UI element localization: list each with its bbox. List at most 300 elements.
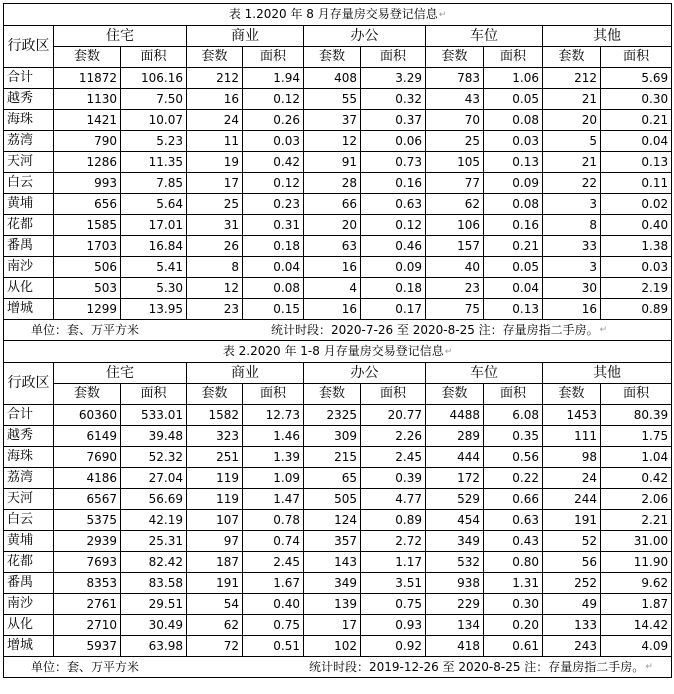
total-row xyxy=(4,67,672,88)
sub-header-count: 套数 xyxy=(54,46,121,67)
area-cell: 2.19 xyxy=(601,277,672,298)
paragraph-mark-icon: ↵ xyxy=(444,346,453,357)
district-row xyxy=(4,172,672,193)
district-name-cell: 花都 xyxy=(4,551,54,572)
area-cell: 10.07 xyxy=(121,109,187,130)
area-cell: 5.69 xyxy=(601,67,672,88)
count-cell: 1421 xyxy=(54,109,121,130)
count-cell: 16 xyxy=(304,256,361,277)
area-cell: 0.73 xyxy=(361,151,426,172)
district-row xyxy=(4,214,672,235)
count-cell: 8 xyxy=(187,256,243,277)
count-cell: 3 xyxy=(543,256,601,277)
sub-header-area: 面积 xyxy=(601,383,672,404)
district-name-cell: 荔湾 xyxy=(4,130,54,151)
paragraph-mark-icon: ↵ xyxy=(645,662,653,672)
area-cell: 4.09 xyxy=(601,635,672,656)
area-cell: 0.39 xyxy=(361,467,426,488)
count-cell: 244 xyxy=(543,488,601,509)
count-cell: 19 xyxy=(187,151,243,172)
area-cell: 4.77 xyxy=(361,488,426,509)
sub-header-count: 套数 xyxy=(426,383,484,404)
count-cell: 11 xyxy=(187,130,243,151)
count-cell: 66 xyxy=(304,193,361,214)
district-name-cell: 番禺 xyxy=(4,235,54,256)
area-cell: 5.41 xyxy=(121,256,187,277)
area-cell: 14.42 xyxy=(601,614,672,635)
count-cell: 24 xyxy=(187,109,243,130)
district-name-cell: 番禺 xyxy=(4,572,54,593)
paragraph-mark-icon: ↵ xyxy=(599,325,608,335)
count-cell: 63 xyxy=(304,235,361,256)
category-header-residential: 住宅 xyxy=(54,362,187,383)
district-name-cell: 增城 xyxy=(4,298,54,319)
count-cell: 2939 xyxy=(54,530,121,551)
district-name-cell: 天河 xyxy=(4,151,54,172)
area-cell: 0.89 xyxy=(361,509,426,530)
count-cell: 6149 xyxy=(54,425,121,446)
count-cell: 133 xyxy=(543,614,601,635)
area-cell: 13.95 xyxy=(121,298,187,319)
count-cell: 5 xyxy=(543,130,601,151)
count-cell: 529 xyxy=(426,488,484,509)
area-cell: 0.03 xyxy=(484,130,543,151)
sub-header-count: 套数 xyxy=(54,383,121,404)
district-column-header: 行政区 xyxy=(4,25,54,67)
count-cell: 349 xyxy=(426,530,484,551)
district-name-cell: 花都 xyxy=(4,214,54,235)
count-cell: 21 xyxy=(543,88,601,109)
area-cell: 12.73 xyxy=(243,404,304,425)
count-cell: 17 xyxy=(187,172,243,193)
area-cell: 0.18 xyxy=(361,277,426,298)
area-cell: 0.21 xyxy=(484,235,543,256)
table-1-unit: 单位：套、万平方米 xyxy=(31,322,140,337)
area-cell: 63.98 xyxy=(121,635,187,656)
sub-header-area: 面积 xyxy=(361,46,426,67)
area-cell: 31.00 xyxy=(601,530,672,551)
count-cell: 191 xyxy=(543,509,601,530)
count-cell: 28 xyxy=(304,172,361,193)
count-cell: 30 xyxy=(543,277,601,298)
district-name-cell: 黄埔 xyxy=(4,193,54,214)
district-row xyxy=(4,635,672,656)
district-name-cell: 荔湾 xyxy=(4,467,54,488)
category-header-commercial: 商业 xyxy=(187,362,304,383)
area-cell: 0.18 xyxy=(243,235,304,256)
area-cell: 0.30 xyxy=(484,593,543,614)
count-cell: 1582 xyxy=(187,404,243,425)
sub-header-area: 面积 xyxy=(243,383,304,404)
area-cell: 0.02 xyxy=(601,193,672,214)
area-cell: 0.75 xyxy=(243,614,304,635)
registration-tables xyxy=(3,3,672,678)
count-cell: 62 xyxy=(187,614,243,635)
area-cell: 0.75 xyxy=(361,593,426,614)
district-name-cell: 白云 xyxy=(4,509,54,530)
area-cell: 0.03 xyxy=(243,130,304,151)
area-cell: 11.90 xyxy=(601,551,672,572)
sub-header-area: 面积 xyxy=(601,46,672,67)
count-cell: 23 xyxy=(187,298,243,319)
area-cell: 0.43 xyxy=(484,530,543,551)
count-cell: 107 xyxy=(187,509,243,530)
count-cell: 55 xyxy=(304,88,361,109)
area-cell: 0.05 xyxy=(484,256,543,277)
area-cell: 1.04 xyxy=(601,446,672,467)
count-cell: 212 xyxy=(187,67,243,88)
count-cell: 12 xyxy=(187,277,243,298)
count-cell: 1299 xyxy=(54,298,121,319)
district-row xyxy=(4,509,672,530)
count-cell: 4186 xyxy=(54,467,121,488)
count-cell: 1703 xyxy=(54,235,121,256)
count-cell: 408 xyxy=(304,67,361,88)
area-cell: 30.49 xyxy=(121,614,187,635)
area-cell: 5.64 xyxy=(121,193,187,214)
count-cell: 1130 xyxy=(54,88,121,109)
area-cell: 0.13 xyxy=(601,151,672,172)
count-cell: 56 xyxy=(543,551,601,572)
area-cell: 82.42 xyxy=(121,551,187,572)
count-cell: 22 xyxy=(543,172,601,193)
count-cell: 8 xyxy=(543,214,601,235)
count-cell: 12 xyxy=(304,130,361,151)
area-cell: 29.51 xyxy=(121,593,187,614)
table-1-title: 表 1.2020 年 8 月存量房交易登记信息 xyxy=(228,7,438,21)
category-header-commercial: 商业 xyxy=(187,25,304,46)
count-cell: 65 xyxy=(304,467,361,488)
count-cell: 656 xyxy=(54,193,121,214)
count-cell: 49 xyxy=(543,593,601,614)
count-cell: 124 xyxy=(304,509,361,530)
area-cell: 0.21 xyxy=(601,109,672,130)
count-cell: 251 xyxy=(187,446,243,467)
area-cell: 0.40 xyxy=(243,593,304,614)
district-row xyxy=(4,425,672,446)
district-name-cell: 白云 xyxy=(4,172,54,193)
district-row xyxy=(4,551,672,572)
district-name-cell: 南沙 xyxy=(4,593,54,614)
area-cell: 0.08 xyxy=(484,193,543,214)
sub-header-count: 套数 xyxy=(187,383,243,404)
count-cell: 40 xyxy=(426,256,484,277)
area-cell: 0.42 xyxy=(243,151,304,172)
count-cell: 102 xyxy=(304,635,361,656)
sub-header-count: 套数 xyxy=(304,46,361,67)
area-cell: 2.06 xyxy=(601,488,672,509)
count-cell: 62 xyxy=(426,193,484,214)
count-cell: 5375 xyxy=(54,509,121,530)
count-cell: 7693 xyxy=(54,551,121,572)
area-cell: 0.80 xyxy=(484,551,543,572)
count-cell: 191 xyxy=(187,572,243,593)
area-cell: 39.48 xyxy=(121,425,187,446)
count-cell: 25 xyxy=(187,193,243,214)
count-cell: 33 xyxy=(543,235,601,256)
count-cell: 1585 xyxy=(54,214,121,235)
count-cell: 77 xyxy=(426,172,484,193)
count-cell: 70 xyxy=(426,109,484,130)
district-name-cell: 从化 xyxy=(4,614,54,635)
area-cell: 0.13 xyxy=(484,298,543,319)
table-1 xyxy=(4,4,672,341)
sub-header-area: 面积 xyxy=(484,383,543,404)
area-cell: 1.46 xyxy=(243,425,304,446)
area-cell: 0.12 xyxy=(361,214,426,235)
area-cell: 2.26 xyxy=(361,425,426,446)
district-row xyxy=(4,151,672,172)
district-name-cell: 合计 xyxy=(4,67,54,88)
count-cell: 532 xyxy=(426,551,484,572)
count-cell: 252 xyxy=(543,572,601,593)
district-row xyxy=(4,446,672,467)
area-cell: 2.21 xyxy=(601,509,672,530)
sub-header-count: 套数 xyxy=(543,46,601,67)
category-header-office: 办公 xyxy=(304,362,426,383)
category-header-parking: 车位 xyxy=(426,362,543,383)
district-row xyxy=(4,467,672,488)
count-cell: 5937 xyxy=(54,635,121,656)
count-cell: 16 xyxy=(543,298,601,319)
area-cell: 0.93 xyxy=(361,614,426,635)
count-cell: 229 xyxy=(426,593,484,614)
area-cell: 0.04 xyxy=(243,256,304,277)
count-cell: 16 xyxy=(187,88,243,109)
area-cell: 3.29 xyxy=(361,67,426,88)
area-cell: 2.45 xyxy=(243,551,304,572)
area-cell: 42.19 xyxy=(121,509,187,530)
district-name-cell: 海珠 xyxy=(4,109,54,130)
count-cell: 31 xyxy=(187,214,243,235)
area-cell: 0.78 xyxy=(243,509,304,530)
sub-header-area: 面积 xyxy=(243,46,304,67)
area-cell: 0.08 xyxy=(243,277,304,298)
area-cell: 0.56 xyxy=(484,446,543,467)
table-2-unit: 单位：套、万平方米 xyxy=(31,659,140,674)
count-cell: 454 xyxy=(426,509,484,530)
area-cell: 1.67 xyxy=(243,572,304,593)
total-row xyxy=(4,404,672,425)
area-cell: 0.26 xyxy=(243,109,304,130)
area-cell: 0.04 xyxy=(484,277,543,298)
sub-header-count: 套数 xyxy=(426,46,484,67)
area-cell: 0.66 xyxy=(484,488,543,509)
sub-header-area: 面积 xyxy=(121,383,187,404)
area-cell: 0.89 xyxy=(601,298,672,319)
district-row xyxy=(4,572,672,593)
district-row xyxy=(4,530,672,551)
district-name-cell: 合计 xyxy=(4,404,54,425)
area-cell: 0.74 xyxy=(243,530,304,551)
sub-header-count: 套数 xyxy=(187,46,243,67)
sub-header-area: 面积 xyxy=(361,383,426,404)
category-header-parking: 车位 xyxy=(426,25,543,46)
area-cell: 0.51 xyxy=(243,635,304,656)
count-cell: 23 xyxy=(426,277,484,298)
count-cell: 54 xyxy=(187,593,243,614)
area-cell: 0.20 xyxy=(484,614,543,635)
count-cell: 134 xyxy=(426,614,484,635)
count-cell: 11872 xyxy=(54,67,121,88)
table-1-footer xyxy=(4,319,672,341)
count-cell: 783 xyxy=(426,67,484,88)
count-cell: 72 xyxy=(187,635,243,656)
district-row xyxy=(4,256,672,277)
district-row xyxy=(4,298,672,319)
count-cell: 243 xyxy=(543,635,601,656)
count-cell: 506 xyxy=(54,256,121,277)
area-cell: 0.15 xyxy=(243,298,304,319)
count-cell: 52 xyxy=(543,530,601,551)
area-cell: 20.77 xyxy=(361,404,426,425)
count-cell: 75 xyxy=(426,298,484,319)
area-cell: 0.09 xyxy=(361,256,426,277)
area-cell: 0.42 xyxy=(601,467,672,488)
area-cell: 106.16 xyxy=(121,67,187,88)
count-cell: 21 xyxy=(543,151,601,172)
area-cell: 6.08 xyxy=(484,404,543,425)
area-cell: 0.92 xyxy=(361,635,426,656)
table-2 xyxy=(4,341,672,678)
district-name-cell: 从化 xyxy=(4,277,54,298)
count-cell: 289 xyxy=(426,425,484,446)
count-cell: 24 xyxy=(543,467,601,488)
area-cell: 0.61 xyxy=(484,635,543,656)
count-cell: 418 xyxy=(426,635,484,656)
area-cell: 1.09 xyxy=(243,467,304,488)
count-cell: 938 xyxy=(426,572,484,593)
count-cell: 16 xyxy=(304,298,361,319)
area-cell: 533.01 xyxy=(121,404,187,425)
count-cell: 2325 xyxy=(304,404,361,425)
area-cell: 16.84 xyxy=(121,235,187,256)
count-cell: 503 xyxy=(54,277,121,298)
area-cell: 0.08 xyxy=(484,109,543,130)
area-cell: 80.39 xyxy=(601,404,672,425)
count-cell: 7690 xyxy=(54,446,121,467)
category-header-other: 其他 xyxy=(543,25,672,46)
count-cell: 323 xyxy=(187,425,243,446)
district-name-cell: 黄埔 xyxy=(4,530,54,551)
district-name-cell: 南沙 xyxy=(4,256,54,277)
count-cell: 187 xyxy=(187,551,243,572)
district-row xyxy=(4,88,672,109)
count-cell: 98 xyxy=(543,446,601,467)
district-row xyxy=(4,593,672,614)
count-cell: 4 xyxy=(304,277,361,298)
area-cell: 1.75 xyxy=(601,425,672,446)
area-cell: 0.09 xyxy=(484,172,543,193)
area-cell: 5.23 xyxy=(121,130,187,151)
count-cell: 20 xyxy=(304,214,361,235)
category-header-office: 办公 xyxy=(304,25,426,46)
area-cell: 1.39 xyxy=(243,446,304,467)
sub-header-count: 套数 xyxy=(304,383,361,404)
area-cell: 0.37 xyxy=(361,109,426,130)
area-cell: 1.38 xyxy=(601,235,672,256)
count-cell: 119 xyxy=(187,467,243,488)
area-cell: 0.12 xyxy=(243,88,304,109)
area-cell: 1.06 xyxy=(484,67,543,88)
district-name-cell: 海珠 xyxy=(4,446,54,467)
area-cell: 1.87 xyxy=(601,593,672,614)
count-cell: 349 xyxy=(304,572,361,593)
area-cell: 1.31 xyxy=(484,572,543,593)
area-cell: 0.13 xyxy=(484,151,543,172)
count-cell: 43 xyxy=(426,88,484,109)
paragraph-mark-icon: ↵ xyxy=(438,9,447,20)
area-cell: 0.63 xyxy=(484,509,543,530)
count-cell: 1286 xyxy=(54,151,121,172)
area-cell: 0.46 xyxy=(361,235,426,256)
area-cell: 0.16 xyxy=(484,214,543,235)
area-cell: 0.05 xyxy=(484,88,543,109)
area-cell: 17.01 xyxy=(121,214,187,235)
count-cell: 139 xyxy=(304,593,361,614)
district-row xyxy=(4,488,672,509)
area-cell: 7.85 xyxy=(121,172,187,193)
district-name-cell: 越秀 xyxy=(4,425,54,446)
count-cell: 97 xyxy=(187,530,243,551)
area-cell: 1.17 xyxy=(361,551,426,572)
area-cell: 0.30 xyxy=(601,88,672,109)
category-header-residential: 住宅 xyxy=(54,25,187,46)
count-cell: 25 xyxy=(426,130,484,151)
count-cell: 157 xyxy=(426,235,484,256)
count-cell: 8353 xyxy=(54,572,121,593)
area-cell: 0.40 xyxy=(601,214,672,235)
area-cell: 1.47 xyxy=(243,488,304,509)
count-cell: 91 xyxy=(304,151,361,172)
area-cell: 0.11 xyxy=(601,172,672,193)
area-cell: 0.23 xyxy=(243,193,304,214)
table-2-footer xyxy=(4,656,672,678)
district-row xyxy=(4,277,672,298)
count-cell: 215 xyxy=(304,446,361,467)
count-cell: 17 xyxy=(304,614,361,635)
count-cell: 3 xyxy=(543,193,601,214)
count-cell: 20 xyxy=(543,109,601,130)
count-cell: 357 xyxy=(304,530,361,551)
count-cell: 6567 xyxy=(54,488,121,509)
district-row xyxy=(4,130,672,151)
count-cell: 37 xyxy=(304,109,361,130)
count-cell: 2761 xyxy=(54,593,121,614)
count-cell: 212 xyxy=(543,67,601,88)
count-cell: 505 xyxy=(304,488,361,509)
area-cell: 3.51 xyxy=(361,572,426,593)
district-name-cell: 越秀 xyxy=(4,88,54,109)
area-cell: 0.03 xyxy=(601,256,672,277)
area-cell: 0.22 xyxy=(484,467,543,488)
district-name-cell: 天河 xyxy=(4,488,54,509)
area-cell: 0.35 xyxy=(484,425,543,446)
district-row xyxy=(4,235,672,256)
count-cell: 111 xyxy=(543,425,601,446)
district-row xyxy=(4,193,672,214)
area-cell: 27.04 xyxy=(121,467,187,488)
district-row xyxy=(4,109,672,130)
count-cell: 4488 xyxy=(426,404,484,425)
area-cell: 2.45 xyxy=(361,446,426,467)
area-cell: 5.30 xyxy=(121,277,187,298)
count-cell: 106 xyxy=(426,214,484,235)
count-cell: 143 xyxy=(304,551,361,572)
area-cell: 83.58 xyxy=(121,572,187,593)
district-row xyxy=(4,614,672,635)
count-cell: 444 xyxy=(426,446,484,467)
